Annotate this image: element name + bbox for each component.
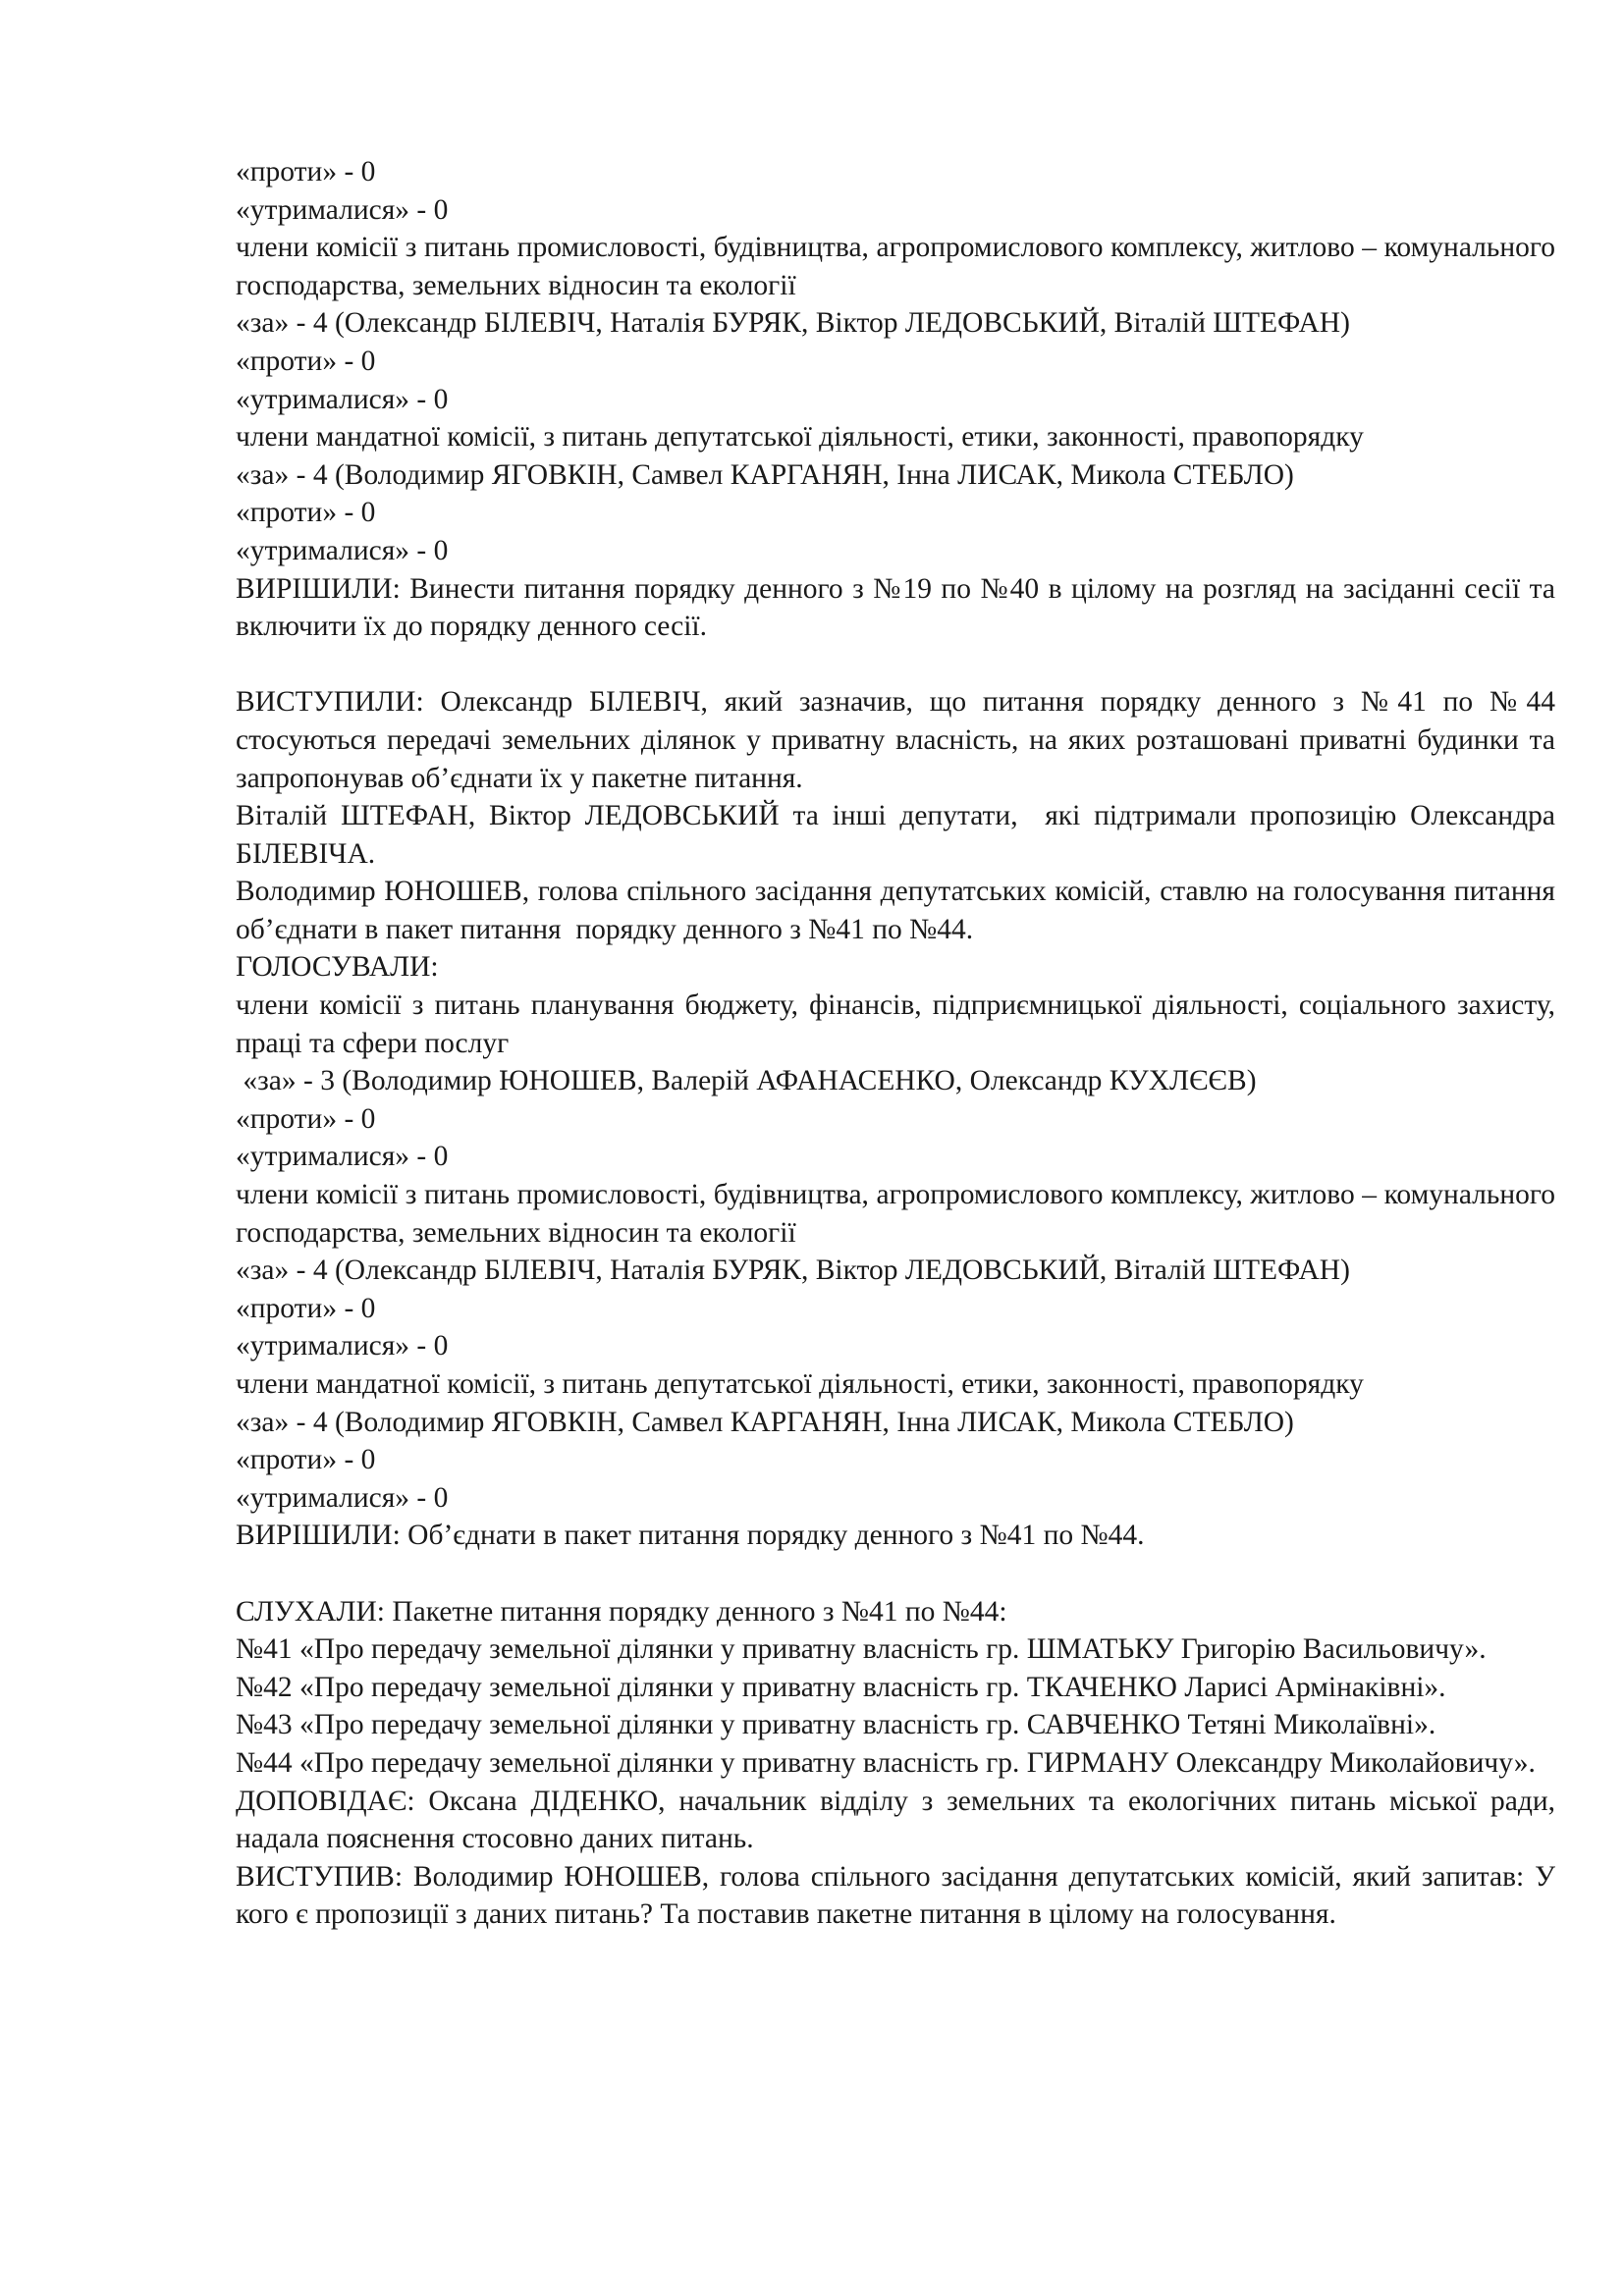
paragraph: «за» - 4 (Володимир ЯГОВКІН, Самвел КАРГАНЯН, Інна ЛИСАК, Микола СТЕБЛО) (236, 458, 1294, 491)
paragraph: «утрималися» - 0 (236, 1481, 449, 1514)
paragraph: члени комісії з питань промисловості, будівництва, агропромислового комплексу, житлово – комунального господарства, земельних відносин та екології (236, 232, 1563, 301)
paragraph: «проти» - 0 (236, 1444, 376, 1476)
paragraph: «утрималися» - 0 (236, 383, 449, 415)
paragraph: ВИРІШИЛИ: Винести питання порядку денного з №19 по №40 в цілому на розгляд на засіданні сесії та включити їх до порядку денного сесії. (236, 572, 1563, 643)
paragraph: №42 «Про передачу земельної ділянки у приватну власність гр. ТКАЧЕНКО Ларисі Армінаківні». (236, 1671, 1446, 1703)
paragraph: члени комісії з питань планування бюджету, фінансів, підприємницької діяльності, соціального захисту, праці та сфери послуг (236, 989, 1563, 1059)
paragraph: «утрималися» - 0 (236, 1330, 449, 1362)
paragraph: ВИСТУПИВ: Володимир ЮНОШЕВ, голова спільного засідання депутатських комісій, який запитав: У кого є пропозиції з даних питань? Та поставив пакетне питання в цілому на голосування. (236, 1860, 1563, 1931)
paragraph: «утрималися» - 0 (236, 193, 449, 226)
paragraph: ВИРІШИЛИ: Об’єднати в пакет питання порядку денного з №41 по №44. (236, 1520, 1145, 1552)
paragraph: №41 «Про передачу земельної ділянки у приватну власність гр. ШМАТЬКУ Григорію Васильовичу». (236, 1633, 1487, 1666)
paragraph: «проти» - 0 (236, 1102, 376, 1135)
paragraph: СЛУХАЛИ: Пакетне питання порядку денного з №41 по №44: (236, 1595, 1007, 1628)
document-body (236, 153, 1563, 1934)
paragraph: «проти» - 0 (236, 497, 376, 529)
paragraph: «проти» - 0 (236, 156, 376, 187)
paragraph: Володимир ЮНОШЕВ, голова спільного засідання депутатських комісій, ставлю на голосування питання об’єднати в пакет питання порядку денного з №41 по №44. (236, 876, 1563, 945)
paragraph: «за» - 4 (Олександр БІЛЕВІЧ, Наталія БУРЯК, Віктор ЛЕДОВСЬКИЙ, Віталій ШТЕФАН) (236, 307, 1350, 340)
paragraph: №43 «Про передачу земельної ділянки у приватну власність гр. САВЧЕНКО Тетяні Миколаївні». (236, 1709, 1436, 1741)
paragraph-gap (236, 1555, 1555, 1593)
paragraph: ВИСТУПИЛИ: Олександр БІЛЕВІЧ, який зазначив, що питання порядку денного з №41 по №44 стосуються передачі земельних ділянок у приватну власність, на яких розташовані приватні будинки та запропонував об’єднати їх у пакетне питання. (236, 686, 1563, 794)
paragraph: «проти» - 0 (236, 1292, 376, 1324)
paragraph: №44 «Про передачу земельної ділянки у приватну власність гр. ГИРМАНУ Олександру Миколайовичу». (236, 1746, 1536, 1779)
paragraph: ГОЛОСУВАЛИ: (236, 951, 439, 984)
paragraph: члени мандатної комісії, з питань депутатської діяльності, етики, законності, правопорядку (236, 421, 1364, 454)
paragraph: Віталій ШТЕФАН, Віктор ЛЕДОВСЬКИЙ та інші депутати, які підтримали пропозицію Олександра БІЛЕВІЧА. (236, 800, 1563, 870)
paragraph: члени мандатної комісії, з питань депутатської діяльності, етики, законності, правопорядку (236, 1368, 1364, 1400)
paragraph-gap (236, 646, 1555, 684)
paragraph: «за» - 4 (Олександр БІЛЕВІЧ, Наталія БУРЯК, Віктор ЛЕДОВСЬКИЙ, Віталій ШТЕФАН) (236, 1255, 1350, 1287)
paragraph: «за» - 4 (Володимир ЯГОВКІН, Самвел КАРГАНЯН, Інна ЛИСАК, Микола СТЕБЛО) (236, 1406, 1294, 1438)
paragraph: «за» - 3 (Володимир ЮНОШЕВ, Валерій АФАНАСЕНКО, Олександр КУХЛЄЄВ) (236, 1065, 1257, 1097)
paragraph: «проти» - 0 (236, 345, 376, 377)
paragraph: «утрималися» - 0 (236, 1141, 449, 1173)
paragraph: ДОПОВІДАЄ: Оксана ДІДЕНКО, начальник відділу з земельних та екологічних питань міської ради, надала пояснення стосовно даних питань. (236, 1785, 1563, 1855)
paragraph: «утрималися» - 0 (236, 534, 449, 566)
paragraph: члени комісії з питань промисловості, будівництва, агропромислового комплексу, житлово – комунального господарства, земельних відносин та екології (236, 1179, 1563, 1249)
